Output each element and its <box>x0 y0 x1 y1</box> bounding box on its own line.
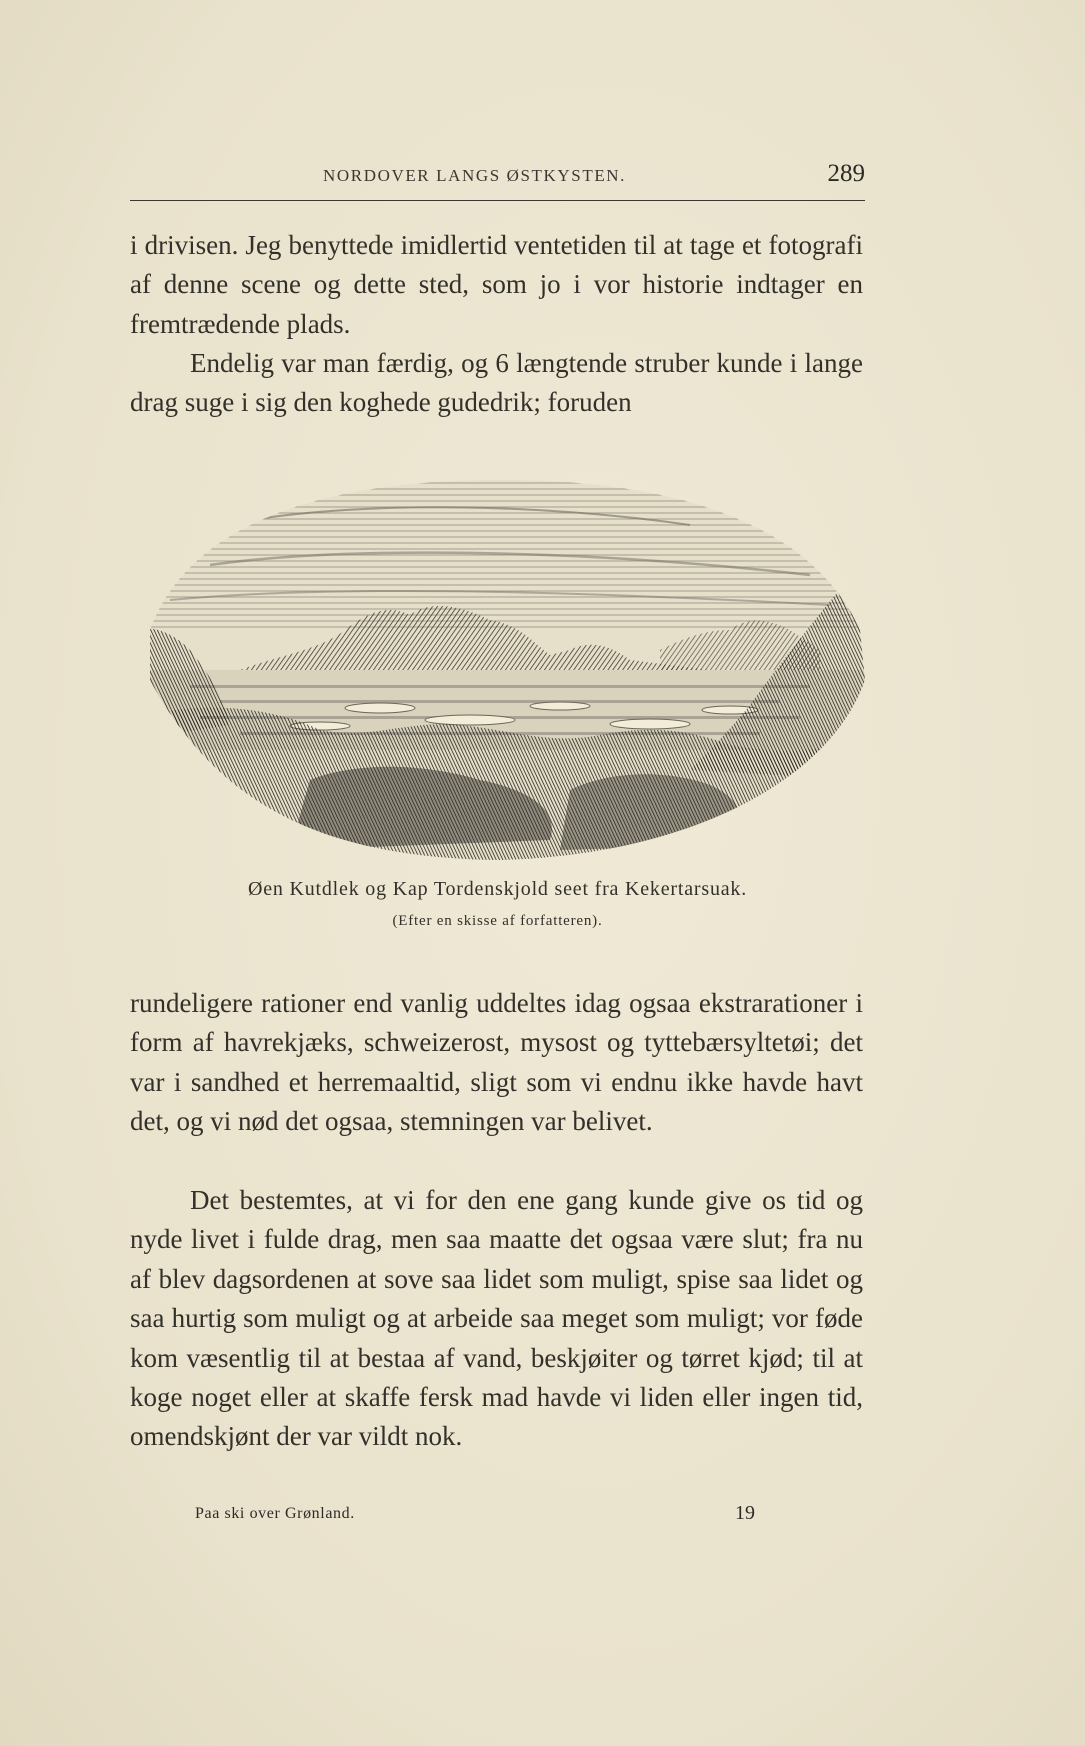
landscape-engraving <box>130 480 865 860</box>
running-title: NORDOVER LANGS ØSTKYSTEN. <box>323 166 627 185</box>
page-header <box>130 160 865 201</box>
page-footer <box>195 1502 755 1535</box>
signature-mark: 19 <box>735 1502 755 1524</box>
figure-caption: Øen Kutdlek og Kap Tordenskjold seet fra Kekertarsuak. <box>247 878 748 900</box>
paragraph-4: Det bestemtes, at vi for den ene gang kunde give os tid og nyde livet i fulde drag, men saa maatte det ogsaa være slut; fra nu af blev dagsordenen at sove saa lidet som muligt, spise saa lidet og saa hurtig som muligt og at arbeide saa meget som muligt; vor føde kom væsentlig til at bestaa af vand, beskjøiter og tørret kjød; til at koge noget eller at skaffe fersk mad havde vi liden eller ingen tid, omendskjønt der var vildt nok. <box>130 1185 863 1452</box>
figure-credit: (Efter en skisse af forfatteren). <box>392 913 603 929</box>
paragraph-3: rundeligere rationer end vanlig uddeltes idag ogsaa ekstrarationer i form af havrekjæks, schweizerost, mysost og tyttebærsyltetøi; det var i sandhed et herremaaltid, sligt som vi endnu ikke havde havt det, og vi nød det ogsaa, stemningen var belivet. <box>130 988 863 1137</box>
paragraph-2: Endelig var man færdig, og 6 længtende struber kunde i lange drag suge i sig den koghede gudedrik; foruden <box>130 348 863 418</box>
footer-book-title: Paa ski over Grønland. <box>195 1505 355 1522</box>
page-number: 289 <box>827 160 865 187</box>
engraving-illustration <box>130 480 865 860</box>
paragraph-1: i drivisen. Jeg benyttede imidlertid ventetiden til at tage et fotografi af denne scene og dette sted, som jo i vor historie indtager en fremtrædende plads. <box>130 230 863 339</box>
